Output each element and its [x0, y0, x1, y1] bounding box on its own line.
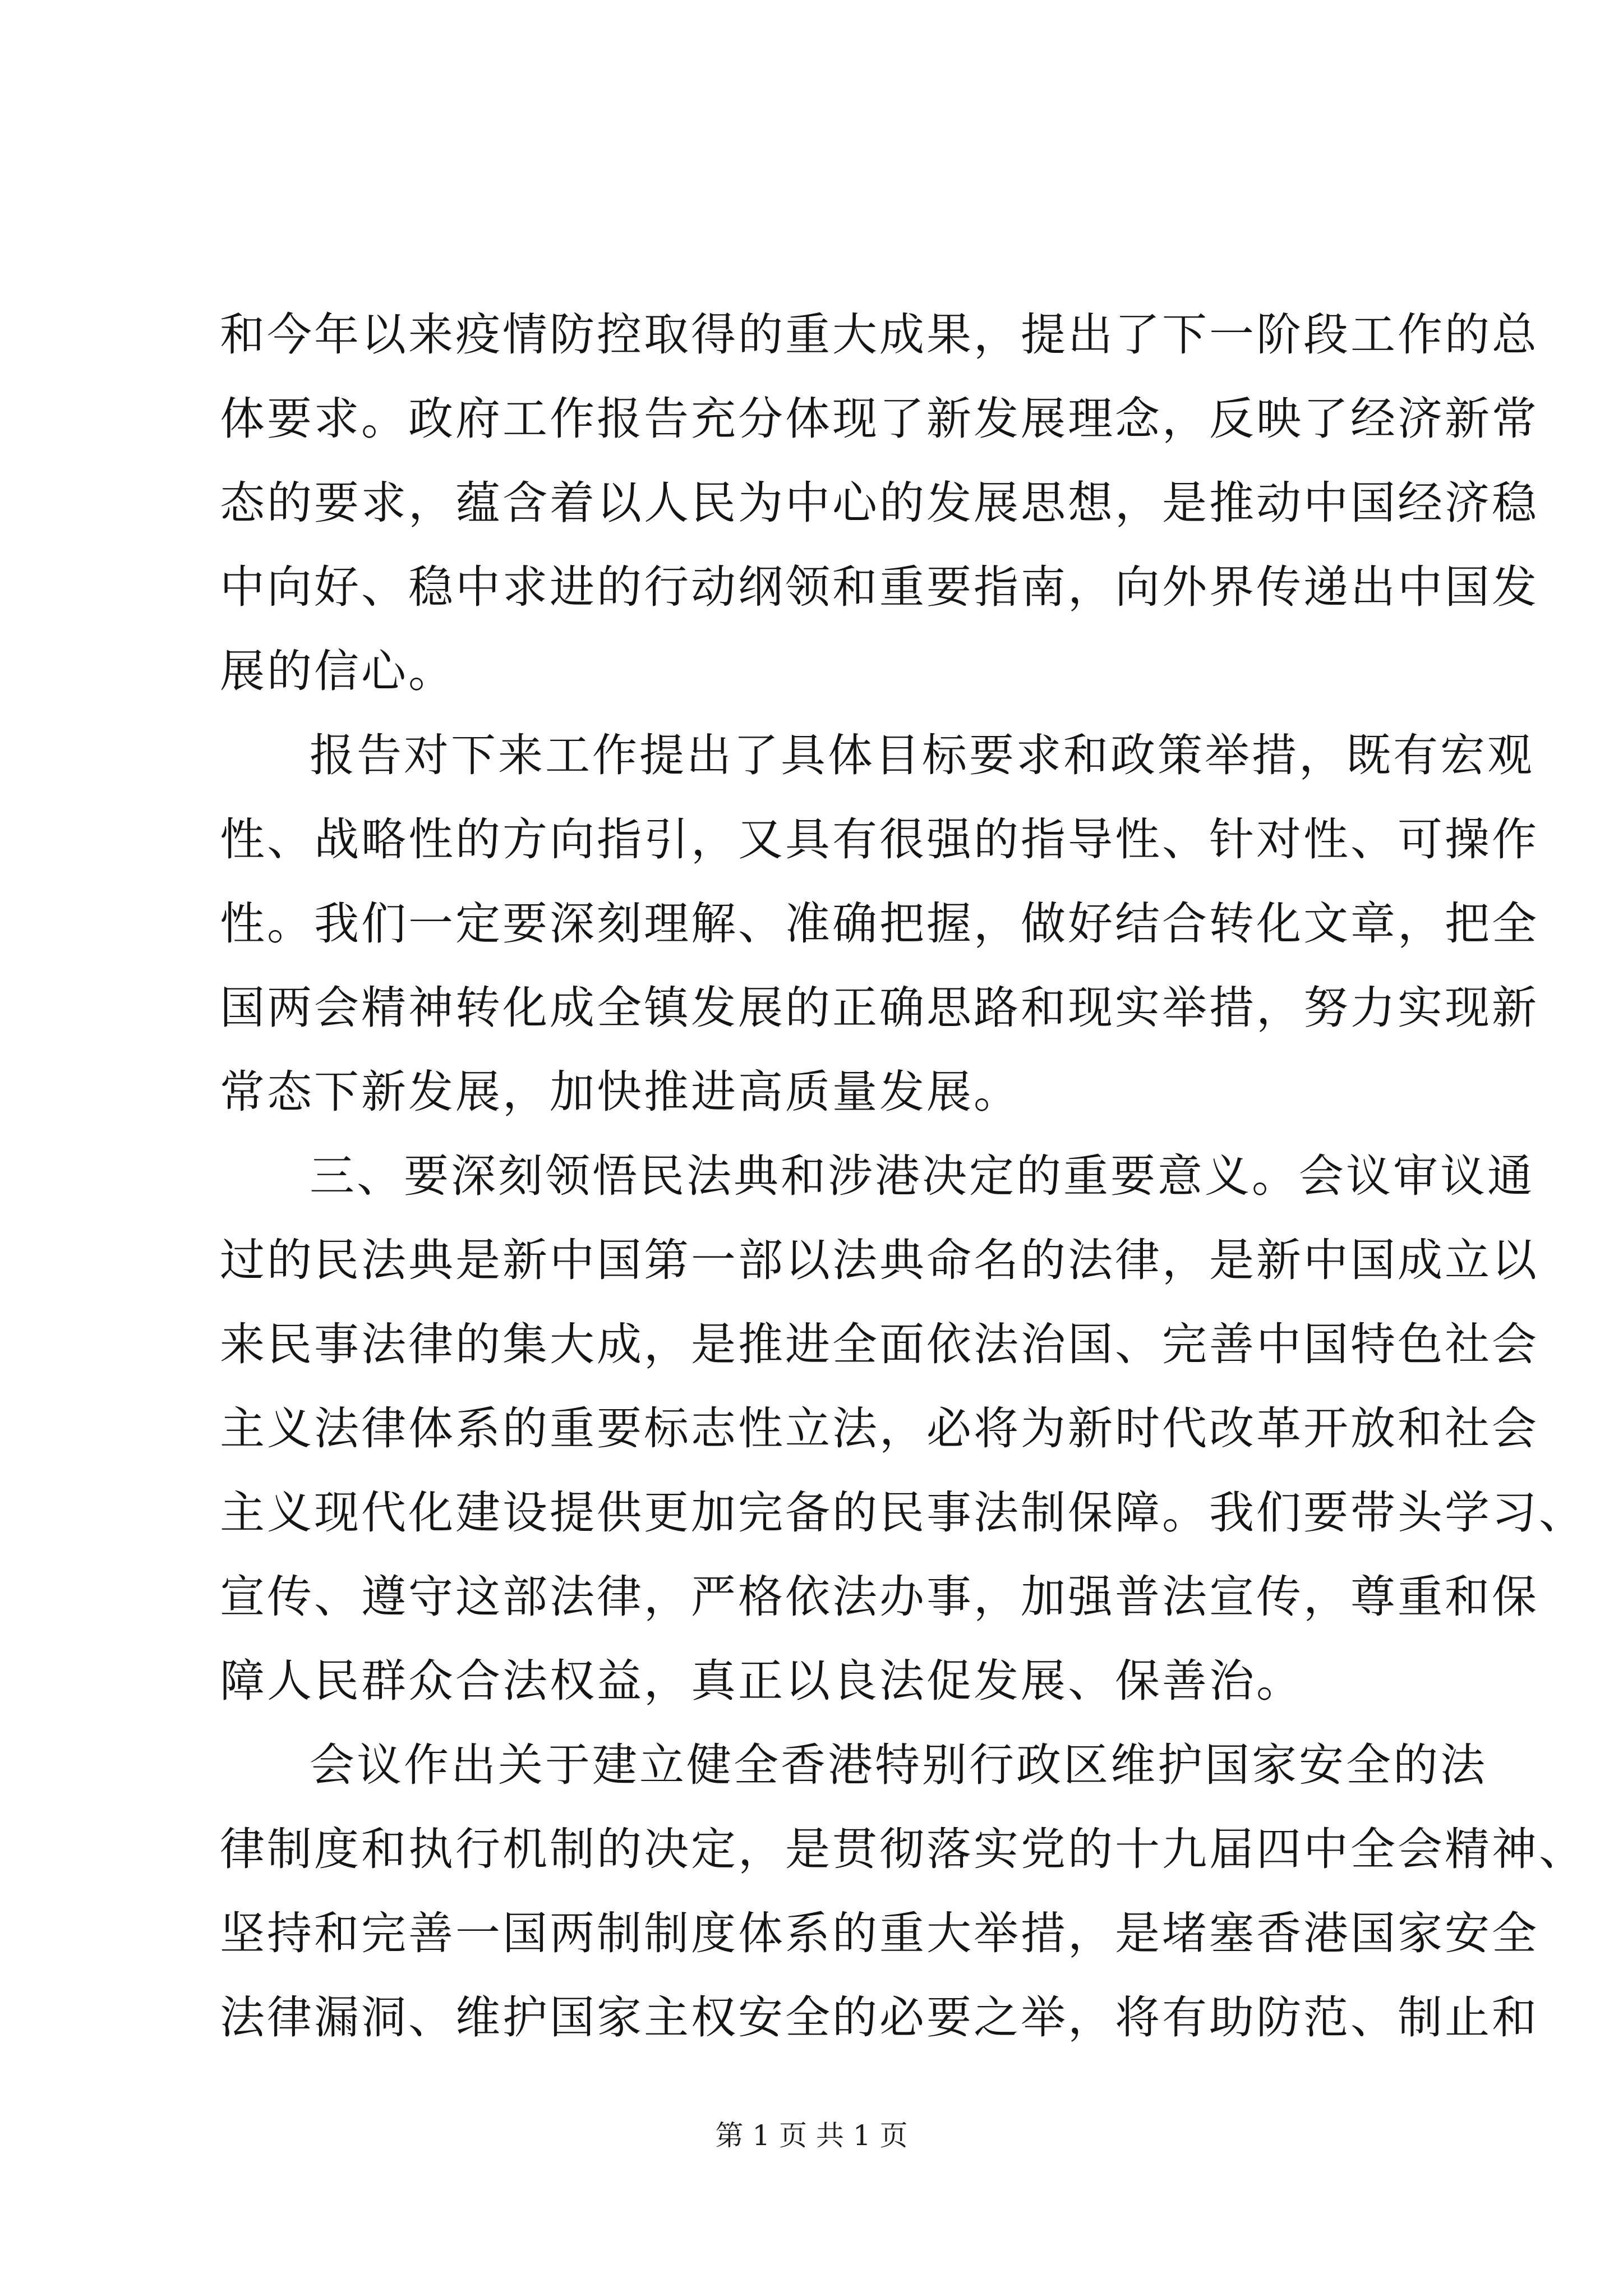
text-line: 性。我们一定要深刻理解、准确把握，做好结合转化文章，把全 [220, 898, 1539, 950]
text-line: 宣传、遵守这部法律，严格依法办事，加强普法宣传，尊重和保 [220, 1571, 1539, 1623]
text-line: 体要求。政府工作报告充分体现了新发展理念，反映了经济新常 [220, 393, 1539, 445]
paragraph [220, 714, 1539, 1134]
text-line: 国两会精神转化成全镇发展的正确思路和现实举措，努力实现新 [220, 982, 1539, 1034]
text-line: 主义现代化建设提供更加完备的民事法制保障。我们要带头学习、 [220, 1487, 1586, 1539]
text-line: 展的信心。 [220, 645, 455, 697]
text-line: 主义法律体系的重要标志性立法，必将为新时代改革开放和社会 [220, 1402, 1539, 1455]
text-line: 和今年以来疫情防控取得的重大成果，提出了下一阶段工作的总 [220, 309, 1539, 361]
text-line: 性、战略性的方向指引，又具有很强的指导性、针对性、可操作 [220, 813, 1539, 866]
page-footer: 第 1 页 共 1 页 [715, 2119, 908, 2152]
text-line: 常态下新发展，加快推进高质量发展。 [220, 1066, 1021, 1118]
text-line: 坚持和完善一国两制制度体系的重大举措，是堵塞香港国家安全 [220, 1907, 1539, 1959]
text-line: 会议作出关于建立健全香港特别行政区维护国家安全的法 [310, 1739, 1487, 1791]
text-line: 障人民群众合法权益，真正以良法促发展、保善治。 [220, 1655, 1303, 1707]
text-line: 报告对下来工作提出了具体目标要求和政策举措，既有宏观 [310, 729, 1534, 781]
paragraph [220, 1134, 1586, 1723]
text-line: 来民事法律的集大成，是推进全面依法治国、完善中国特色社会 [220, 1318, 1539, 1370]
text-line: 三、要深刻领悟民法典和涉港决定的重要意义。会议审议通 [310, 1150, 1534, 1202]
text-line: 态的要求，蕴含着以人民为中心的发展思想，是推动中国经济稳 [220, 477, 1539, 529]
text-line: 中向好、稳中求进的行动纲领和重要指南，向外界传递出中国发 [220, 561, 1539, 613]
paragraph [220, 1723, 1586, 2060]
document-body [220, 293, 1586, 2060]
text-line: 过的民法典是新中国第一部以法典命名的法律，是新中国成立以 [220, 1234, 1539, 1286]
text-line: 律制度和执行机制的决定，是贯彻落实党的十九届四中全会精神、 [220, 1823, 1586, 1875]
text-line: 法律漏洞、维护国家主权安全的必要之举，将有助防范、制止和 [220, 1991, 1539, 2044]
paragraph [220, 293, 1539, 714]
